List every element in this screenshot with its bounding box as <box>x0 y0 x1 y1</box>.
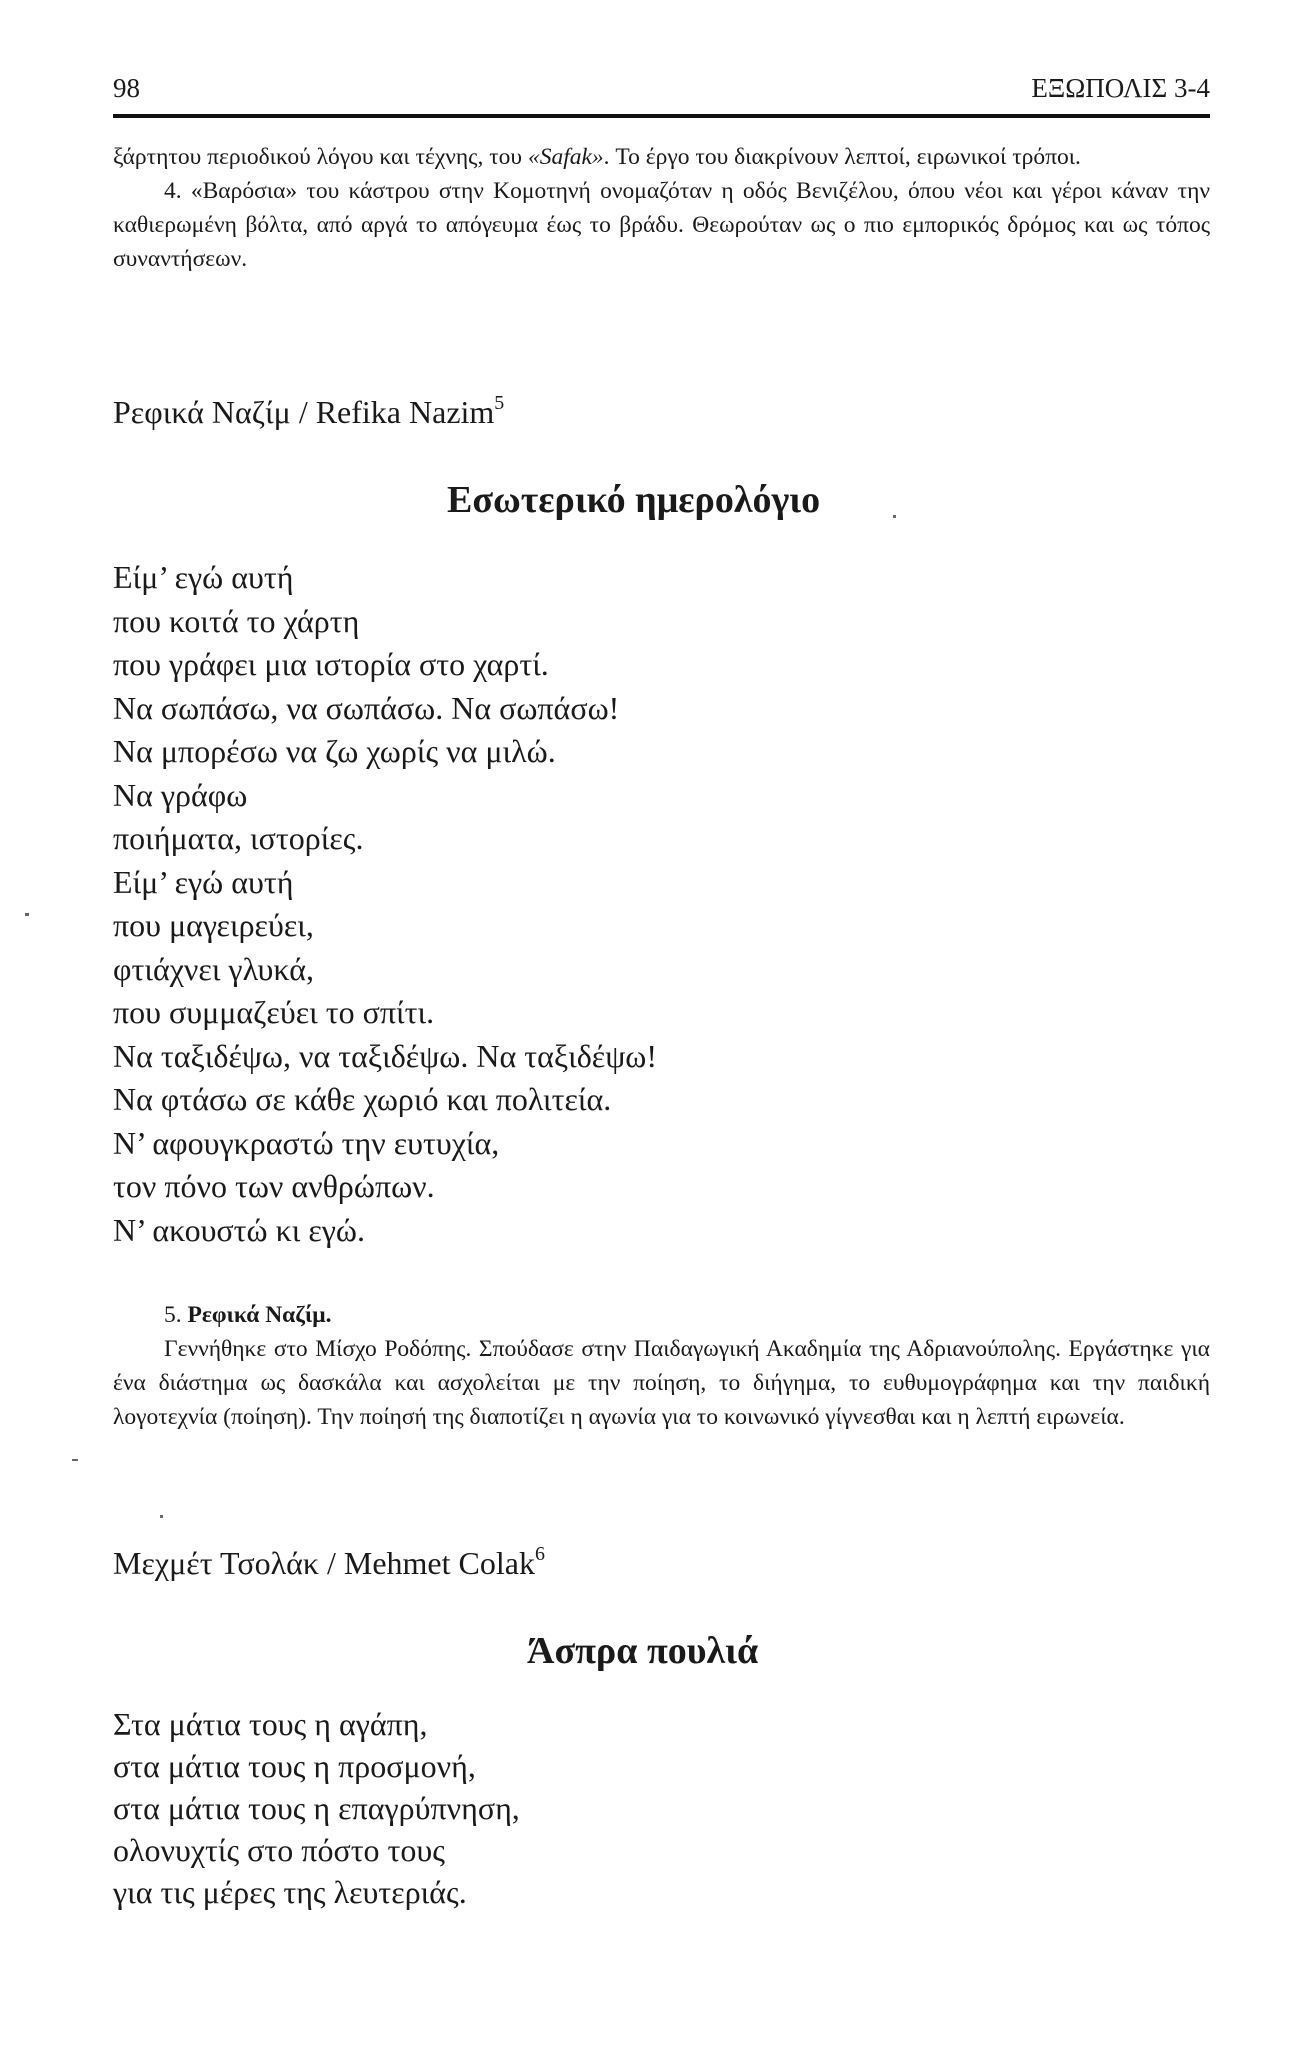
poem-line: Ν’ ακουστώ κι εγώ. <box>113 1211 365 1248</box>
journal-title: ΕΞΩΠΟΛΙΣ 3-4 <box>1031 73 1210 103</box>
poem-2-body <box>113 1703 520 1913</box>
poem-1-title: Εσωτερικό ημερολόγιο <box>447 479 821 521</box>
note-3-text-before: ξάρτητου περιοδικού λόγου και τέχνης, του <box>113 144 528 170</box>
poem-line: τον πόνο των ανθρώπων. <box>113 1168 435 1204</box>
endnotes-continued <box>113 140 1210 276</box>
poem-line: Να ταξιδέψω, να ταξιδέψω. Να ταξιδέψω! <box>113 1037 657 1074</box>
scan-speck <box>893 515 896 518</box>
scan-speck <box>160 1515 163 1518</box>
footnote-5-head <box>164 1298 1210 1332</box>
poem-line: στα μάτια τους η προσμονή, <box>113 1748 476 1784</box>
poet-2-note-ref: 6 <box>534 1543 545 1565</box>
footnote-5-name: Ρεφικά Ναζίμ. <box>187 1302 332 1328</box>
poet-2-line <box>113 1543 545 1581</box>
poem-line: Να γράφω <box>113 776 248 813</box>
note-3-continuation <box>113 140 1210 174</box>
page-number: 98 <box>113 73 140 103</box>
note-4 <box>113 174 1210 276</box>
poet-1-name: Ρεφικά Ναζίμ / Refika Nazim <box>113 394 495 430</box>
header-rule <box>113 114 1210 118</box>
running-header <box>113 62 1210 102</box>
scan-speck <box>25 913 29 916</box>
note-3-text-after: . Το έργο του διακρίνουν λεπτοί, ειρωνικοί τρόποι. <box>603 144 1081 170</box>
poem-line: ολονυχτίς στο πόστο τους <box>113 1832 445 1868</box>
poet-1-note-ref: 5 <box>494 392 505 414</box>
poem-line: που μαγειρεύει, <box>113 907 314 943</box>
poem-line: για τις μέρες της λευτεριάς. <box>113 1874 467 1910</box>
poem-line: Είμ’ εγώ αυτή <box>113 559 294 595</box>
poem-line: που κοιτά το χάρτη <box>113 602 360 639</box>
poem-line: φτιάχνει γλυκά, <box>113 950 314 987</box>
poet-1-line <box>113 392 505 430</box>
poem-line: που συμμαζεύει το σπίτι. <box>113 994 435 1030</box>
poem-line: Να φτάσω σε κάθε χωριό και πολιτεία. <box>113 1081 612 1117</box>
poem-line: Είμ’ εγώ αυτή <box>113 863 294 900</box>
note-4-text: 4. «Βαρόσια» του κάστρου στην Κομοτηνή ονομαζόταν η οδός Βενιζέλου, όπου νέοι και γέροι κάναν την καθιερωμένη βόλτα, από αργά το απόγευμα έως το βράδυ. Θεωρούταν ως ο πιο εμπορικός δρόμος και ως τόπος συναντήσεων. <box>113 178 1210 272</box>
poem-line: Στα μάτια τους η αγάπη, <box>113 1706 428 1742</box>
poem-line: Να μπορέσω να ζω χωρίς να μιλώ. <box>113 733 556 769</box>
footnote-5 <box>113 1298 1210 1434</box>
poem-2-title: Άσπρα πουλιά <box>527 1630 759 1672</box>
note-3-source: «Safak» <box>527 144 604 170</box>
poem-line: Να σωπάσω, να σωπάσω. Να σωπάσω! <box>113 689 620 726</box>
poem-line: που γράφει μια ιστορία στο χαρτί. <box>113 646 549 682</box>
poem-1-body <box>113 556 657 1252</box>
poet-2-name: Μεχμέτ Τσολάκ / Mehmet Colak <box>113 1545 535 1581</box>
footnote-5-number: 5. <box>164 1302 182 1328</box>
poem-line: Ν’ αφουγκραστώ την ευτυχία, <box>113 1124 500 1161</box>
poem-line: στα μάτια τους η επαγρύπνηση, <box>113 1790 520 1826</box>
footnote-5-text: Γεννήθηκε στο Μίσχο Ροδόπης. Σπούδασε στην Παιδαγωγική Ακαδημία της Αδριανούπολης. Εργάστηκε για ένα διάστημα ως δασκάλα και ασχολείται με την ποίηση, το διήγημα, το ευθυμογράφημα και την παιδική λογοτεχνία (ποίηση). Την ποίησή της διαποτίζει η αγωνία για το κοινωνικό γίγνεσθαι και η λεπτή ειρωνεία. <box>113 1336 1210 1430</box>
scan-speck <box>72 1459 78 1461</box>
poem-line: ποιήματα, ιστορίες. <box>113 820 364 856</box>
